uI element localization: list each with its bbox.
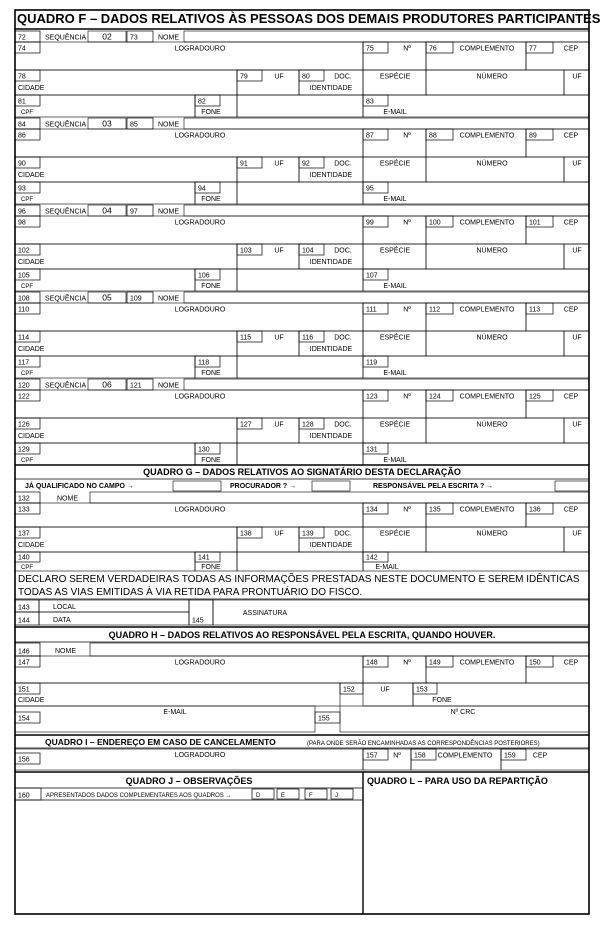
producer-3-doc-uf-label: UF xyxy=(572,160,582,168)
producer-6-comp-label: COMPLEMENTO xyxy=(459,393,515,401)
producer-4-cpf-input[interactable] xyxy=(15,269,195,291)
quadro-f-title: QUADRO F – DADOS RELATIVOS ÀS PESSOAS DOS DEMAIS PRODUTORES PARTICIPANTES xyxy=(17,11,600,26)
producer-5-comp-number: 112 xyxy=(429,306,441,314)
producer-6-cpf-input[interactable] xyxy=(15,443,195,465)
responsavel-fone-label: FONE xyxy=(432,697,452,704)
producer-6-cep-number: 125 xyxy=(529,393,541,401)
signatario-uf-number: 138 xyxy=(240,530,252,538)
producer-5-cep-number: 113 xyxy=(529,306,541,314)
responsavel-label: RESPONSÁVEL PELA ESCRITA ? → xyxy=(373,483,494,490)
producer-4-cidade-input[interactable] xyxy=(15,244,237,269)
producer-2-email-label: E-MAIL xyxy=(383,109,407,116)
producer-4-cid-number: 102 xyxy=(18,247,30,255)
cancelamento-nro-label: Nº xyxy=(393,752,401,760)
responsavel-email-label: E-MAIL xyxy=(163,709,187,716)
producer-3-doc-number: 92 xyxy=(302,160,310,168)
producer-3-seq-number: 84 xyxy=(18,121,26,129)
producer-6-doc-uf-label: UF xyxy=(572,421,582,429)
producer-2-numero-doc-label: NÚMERO xyxy=(476,73,508,81)
producer-5-logr-label: LOGRADOURO xyxy=(174,306,226,314)
producer-2-logr-number: 74 xyxy=(18,45,26,53)
producer-3-uf-number: 91 xyxy=(240,160,248,168)
producer-5-nro-number: 111 xyxy=(366,306,377,314)
procurador-box-input[interactable] xyxy=(312,481,350,491)
producer-5-cep-label: CEP xyxy=(563,306,579,314)
responsavel-fone-number: 153 xyxy=(416,686,428,694)
cancelamento-nro-number: 157 xyxy=(366,752,378,760)
producer-6-email-label: E-MAIL xyxy=(383,457,407,464)
quadro-h-title: QUADRO H – DADOS RELATIVOS AO RESPONSÁVEL PELA ESCRITA, QUANDO HOUVER. xyxy=(108,630,496,640)
responsavel-logr-label: LOGRADOURO xyxy=(174,659,226,667)
quadro-box-e-label: E xyxy=(281,793,286,799)
producer-3-cidade-input[interactable] xyxy=(15,157,237,182)
assinatura-number: 145 xyxy=(192,617,204,625)
responsavel-nome-number: 146 xyxy=(18,648,30,656)
responsavel-cid-number: 151 xyxy=(18,686,30,694)
producer-5-cid-number: 114 xyxy=(18,334,30,342)
producer-2-cid-label: CIDADE xyxy=(18,85,45,92)
producer-3-comp-label: COMPLEMENTO xyxy=(459,132,515,140)
producer-4-cep-number: 101 xyxy=(529,219,541,227)
producer-6-fone-number: 130 xyxy=(198,446,210,454)
producer-6-cpf-label: CPF xyxy=(21,458,33,464)
producer-5-cpf-label: CPF xyxy=(21,371,33,377)
signatario-logr-number: 133 xyxy=(18,506,30,514)
responsavel-nro-label: Nº xyxy=(403,659,411,667)
quadro-box-d-label: D xyxy=(256,793,261,799)
producer-6-logr-label: LOGRADOURO xyxy=(174,393,226,401)
producer-4-seq-number: 96 xyxy=(18,208,26,216)
signatario-comp-label: COMPLEMENTO xyxy=(459,506,515,514)
producer-6-fone-value-input[interactable] xyxy=(237,443,363,465)
cancelamento-cep-number: 159 xyxy=(504,752,516,760)
data-number: 144 xyxy=(18,617,30,625)
producer-2-uf-label: UF xyxy=(274,73,284,81)
producer-4-seq-label: SEQUÊNCIA xyxy=(45,208,87,216)
signatario-cpf-number: 140 xyxy=(18,554,30,562)
producer-6-uf-label: UF xyxy=(274,421,284,429)
quadro-j-title: QUADRO J – OBSERVAÇÕES xyxy=(125,776,253,786)
producer-5-doc-uf-label: UF xyxy=(572,334,582,342)
producer-4-nome-number: 97 xyxy=(130,208,138,216)
producer-2-comp-label: COMPLEMENTO xyxy=(459,45,515,53)
producer-4-cpf-number: 105 xyxy=(18,272,30,280)
producer-3-cep-label: CEP xyxy=(563,132,579,140)
signatario-nro-label: Nº xyxy=(403,506,411,514)
signatario-logr-label: LOGRADOURO xyxy=(174,506,226,514)
declaration-line-1: DECLARO SEREM VERDADEIRAS TODAS AS INFORMAÇÕES PRESTADAS NESTE DOCUMENTO E SEREM IDÊNTICAS xyxy=(18,574,580,585)
producer-3-cpf-number: 93 xyxy=(18,185,26,193)
producer-3-numero-doc-label: NÚMERO xyxy=(476,160,508,168)
producer-2-cep-label: CEP xyxy=(563,45,579,53)
producer-3-nome-input[interactable] xyxy=(184,118,589,129)
producer-5-uf-number: 115 xyxy=(240,334,252,342)
signatario-doc-number: 139 xyxy=(302,530,314,538)
signatario-especie-label: ESPÉCIE xyxy=(379,530,411,538)
signatario-numero-doc-label: NÚMERO xyxy=(476,530,508,538)
local-number: 143 xyxy=(18,604,30,612)
declaration-line-2: TODAS AS VIAS EMITIDAS À VIA RETIDA PARA PRONTUÁRIO DO FISCO. xyxy=(18,587,363,598)
producer-6-cep-label: CEP xyxy=(563,393,579,401)
producer-6-nome-input[interactable] xyxy=(184,379,589,390)
producer-2-comp-number: 76 xyxy=(429,45,437,53)
producer-4-numero-doc-label: NÚMERO xyxy=(476,247,508,255)
producer-3-email-label: E-MAIL xyxy=(383,196,407,203)
signatario-cid-label: CIDADE xyxy=(18,542,45,549)
producer-4-email-number: 107 xyxy=(366,272,378,280)
signatario-email-number: 142 xyxy=(366,554,378,562)
responsavel-email-number: 154 xyxy=(18,715,30,723)
producer-6-seq-label: SEQUÊNCIA xyxy=(45,382,87,390)
producer-6-fone-label: FONE xyxy=(201,457,221,464)
responsavel-cid-label: CIDADE xyxy=(18,697,45,704)
producer-4-seq-value-text: 04 xyxy=(102,205,112,216)
producer-3-doc-label: DOC. xyxy=(334,160,352,168)
producer-4-logr-number: 98 xyxy=(18,219,26,227)
signatario-fone-value-input[interactable] xyxy=(237,552,363,571)
producer-2-nome-label: NOME xyxy=(158,34,179,42)
producer-2-doc-number: 80 xyxy=(302,73,310,81)
producer-6-cidade-input[interactable] xyxy=(15,418,237,443)
producer-2-cpf-input[interactable] xyxy=(15,95,195,117)
producer-4-nro-label: Nº xyxy=(403,219,411,227)
responsavel-cidade-input[interactable] xyxy=(15,683,340,706)
producer-2-nome-number: 73 xyxy=(130,34,138,42)
responsavel-nome-label: NOME xyxy=(55,648,76,655)
producer-4-cid-label: CIDADE xyxy=(18,259,45,266)
producer-2-seq-value-text: 02 xyxy=(102,31,112,42)
producer-5-email-number: 119 xyxy=(366,359,378,367)
quadro-l-title: QUADRO L – PARA USO DA REPARTIÇÃO xyxy=(367,776,548,786)
signatario-fone-number: 141 xyxy=(198,554,210,562)
producer-5-nome-number: 109 xyxy=(130,295,142,303)
procurador-label: PROCURADOR ? → xyxy=(230,483,297,490)
producer-2-nome-input[interactable] xyxy=(184,31,589,42)
producer-2-fone-label: FONE xyxy=(201,109,221,116)
producer-5-nome-label: NOME xyxy=(158,295,179,303)
producer-5-nome-input[interactable] xyxy=(184,292,589,303)
producer-6-especie-label: ESPÉCIE xyxy=(379,421,411,429)
producer-4-doc-number: 104 xyxy=(302,247,314,255)
producer-3-fone-number: 94 xyxy=(198,185,206,193)
producer-4-identidade-label: IDENTIDADE xyxy=(309,259,353,266)
producer-6-logr-number: 122 xyxy=(18,393,30,401)
signatario-uf-label: UF xyxy=(274,530,284,538)
producer-4-nome-label: NOME xyxy=(158,208,179,216)
quadro-i-subtitle: (PARA ONDE SERÃO ENCAMINHADAS AS CORRESPONDÊNCIAS POSTERIORES) xyxy=(307,741,540,747)
producer-6-doc-label: DOC. xyxy=(334,421,352,429)
observacoes-text: APRESENTADOS DADOS COMPLEMENTARES AOS QUADROS → xyxy=(46,793,232,799)
producer-2-identidade-label: IDENTIDADE xyxy=(309,85,353,92)
producer-2-seq-label: SEQUÊNCIA xyxy=(45,34,87,42)
observacoes-number: 160 xyxy=(18,792,30,800)
responsavel-nome-input[interactable] xyxy=(90,643,589,656)
producer-5-numero-doc-label: NÚMERO xyxy=(476,334,508,342)
producer-3-seq-label: SEQUÊNCIA xyxy=(45,121,87,129)
responsavel-uf-label: UF xyxy=(380,686,390,694)
producer-2-cep-number: 77 xyxy=(529,45,537,53)
producer-2-cpf-label: CPF xyxy=(21,110,33,116)
producer-2-fone-value-input[interactable] xyxy=(237,95,363,117)
responsavel-comp-label: COMPLEMENTO xyxy=(459,659,515,667)
responsavel-nro-number: 148 xyxy=(366,659,378,667)
responsavel-cep-label: CEP xyxy=(563,659,579,667)
responsavel-crc-label: Nº CRC xyxy=(450,709,476,716)
responsavel-comp-number: 149 xyxy=(429,659,441,667)
producer-6-seq-value-text: 06 xyxy=(102,379,112,390)
cancelamento-cep-label: CEP xyxy=(532,752,548,760)
cancelamento-comp-number: 158 xyxy=(414,752,426,760)
producer-5-comp-label: COMPLEMENTO xyxy=(459,306,515,314)
producer-5-seq-value-text: 05 xyxy=(102,292,112,303)
producer-4-logr-label: LOGRADOURO xyxy=(174,219,226,227)
producer-5-doc-label: DOC. xyxy=(334,334,352,342)
signatario-identidade-label: IDENTIDADE xyxy=(309,542,353,549)
signatario-comp-number: 135 xyxy=(429,506,441,514)
producer-3-cpf-input[interactable] xyxy=(15,182,195,204)
producer-4-email-label: E-MAIL xyxy=(383,283,407,290)
producer-4-uf-number: 103 xyxy=(240,247,252,255)
producer-5-cid-label: CIDADE xyxy=(18,346,45,353)
signatario-cep-label: CEP xyxy=(563,506,579,514)
local-label: LOCAL xyxy=(53,604,76,611)
signatario-cep-number: 136 xyxy=(529,506,541,514)
producer-5-cpf-number: 117 xyxy=(18,359,30,367)
producer-2-nro-number: 75 xyxy=(366,45,374,53)
producer-6-doc-number: 128 xyxy=(302,421,314,429)
producer-3-logr-number: 86 xyxy=(18,132,26,140)
signatario-nro-number: 134 xyxy=(366,506,378,514)
producer-4-fone-value-input[interactable] xyxy=(237,269,363,291)
producer-5-doc-number: 116 xyxy=(302,334,314,342)
producer-3-nome-label: NOME xyxy=(158,121,179,129)
producer-4-uf-label: UF xyxy=(274,247,284,255)
responsavel-box-input[interactable] xyxy=(555,481,589,491)
producer-2-especie-label: ESPÉCIE xyxy=(379,73,411,81)
signatario-email-label: E-MAIL xyxy=(375,564,399,571)
data-label: DATA xyxy=(53,617,71,624)
signatario-doc-label: DOC. xyxy=(334,530,352,538)
producer-2-uf-number: 79 xyxy=(240,73,248,81)
producer-3-fone-value-input[interactable] xyxy=(237,182,363,204)
qualificado-label: JÁ QUALIFICADO NO CAMPO → xyxy=(25,483,134,490)
signatario-nome-input[interactable] xyxy=(90,492,589,503)
cancelamento-logr-label: LOGRADOURO xyxy=(174,752,226,759)
cancelamento-comp-label: COMPLEMENTO xyxy=(437,752,493,760)
producer-6-identidade-label: IDENTIDADE xyxy=(309,433,353,440)
signatario-fone-label: FONE xyxy=(201,564,221,571)
producer-5-uf-label: UF xyxy=(274,334,284,342)
producer-4-cep-label: CEP xyxy=(563,219,579,227)
producer-4-nro-number: 99 xyxy=(366,219,374,227)
producer-6-cid-number: 126 xyxy=(18,421,30,429)
producer-3-cep-number: 89 xyxy=(529,132,537,140)
producer-5-cpf-input[interactable] xyxy=(15,356,195,378)
signatario-cid-number: 137 xyxy=(18,530,30,538)
producer-3-especie-label: ESPÉCIE xyxy=(379,160,411,168)
producer-3-nro-label: Nº xyxy=(403,132,411,140)
producer-4-especie-label: ESPÉCIE xyxy=(379,247,411,255)
producer-5-nro-label: Nº xyxy=(403,306,411,314)
producer-4-doc-uf-label: UF xyxy=(572,247,582,255)
producer-3-nome-number: 85 xyxy=(130,121,138,129)
producer-6-nro-number: 123 xyxy=(366,393,378,401)
producer-2-fone-number: 82 xyxy=(198,98,206,106)
producer-5-especie-label: ESPÉCIE xyxy=(379,334,411,342)
producer-2-cid-number: 78 xyxy=(18,73,26,81)
producer-4-fone-number: 106 xyxy=(198,272,210,280)
responsavel-cep-number: 150 xyxy=(529,659,541,667)
producer-6-cid-label: CIDADE xyxy=(18,433,45,440)
producer-5-identidade-label: IDENTIDADE xyxy=(309,346,353,353)
producer-6-seq-number: 120 xyxy=(18,382,30,390)
producer-5-fone-label: FONE xyxy=(201,370,221,377)
producer-2-cidade-input[interactable] xyxy=(15,70,237,95)
producer-6-uf-number: 127 xyxy=(240,421,252,429)
responsavel-crc-number: 155 xyxy=(318,715,330,723)
producer-6-comp-number: 124 xyxy=(429,393,441,401)
producer-6-nro-label: Nº xyxy=(403,393,411,401)
producer-5-logr-number: 110 xyxy=(18,306,30,314)
producer-2-nro-label: Nº xyxy=(403,45,411,53)
producer-4-comp-label: COMPLEMENTO xyxy=(459,219,515,227)
producer-4-doc-label: DOC. xyxy=(334,247,352,255)
producer-3-nro-number: 87 xyxy=(366,132,374,140)
signatario-cpf-label: CPF xyxy=(21,565,33,571)
responsavel-uf-number: 152 xyxy=(343,686,355,694)
responsavel-logr-number: 147 xyxy=(18,659,30,667)
signatario-cpf-input[interactable] xyxy=(15,552,195,571)
producer-3-cpf-label: CPF xyxy=(21,197,33,203)
producer-5-cidade-input[interactable] xyxy=(15,331,237,356)
producer-6-cpf-number: 129 xyxy=(18,446,30,454)
producer-6-nome-label: NOME xyxy=(158,382,179,390)
producer-2-seq-number: 72 xyxy=(18,34,26,42)
signatario-nome-number: 132 xyxy=(18,495,30,503)
producer-2-doc-label: DOC. xyxy=(334,73,352,81)
signatario-nome-label: NOME xyxy=(57,495,78,503)
producer-2-cpf-number: 81 xyxy=(18,98,26,106)
producer-3-cid-label: CIDADE xyxy=(18,172,45,179)
producer-5-fone-value-input[interactable] xyxy=(237,356,363,378)
producer-3-logr-label: LOGRADOURO xyxy=(174,132,226,140)
producer-3-cid-number: 90 xyxy=(18,160,26,168)
producer-5-fone-number: 118 xyxy=(198,359,210,367)
producer-4-nome-input[interactable] xyxy=(184,205,589,216)
producer-3-seq-value-text: 03 xyxy=(102,118,112,129)
quadro-box-j-label: J xyxy=(335,793,338,799)
producer-3-comp-number: 88 xyxy=(429,132,437,140)
producer-2-doc-uf-label: UF xyxy=(572,73,582,81)
assinatura-label: ASSINATURA xyxy=(242,610,288,617)
producer-3-email-number: 95 xyxy=(366,185,374,193)
producer-2-logr-label: LOGRADOURO xyxy=(174,45,226,53)
signatario-doc-uf-label: UF xyxy=(572,530,582,538)
producer-6-numero-doc-label: NÚMERO xyxy=(476,421,508,429)
producer-3-fone-label: FONE xyxy=(201,196,221,203)
qualificado-box-input[interactable] xyxy=(173,481,221,491)
producer-5-email-label: E-MAIL xyxy=(383,370,407,377)
cancelamento-logr-number: 156 xyxy=(18,756,30,764)
producer-4-fone-label: FONE xyxy=(201,283,221,290)
producer-6-email-number: 131 xyxy=(366,446,378,454)
quadro-i-title: QUADRO I – ENDEREÇO EM CASO DE CANCELAMENTO xyxy=(45,737,276,747)
quadro-g-title: QUADRO G – DADOS RELATIVOS AO SIGNATÁRIO DESTA DECLARAÇÃO xyxy=(143,467,461,477)
producer-4-cpf-label: CPF xyxy=(21,284,33,290)
quadro-box-f-label: F xyxy=(309,793,313,799)
producer-3-identidade-label: IDENTIDADE xyxy=(309,172,353,179)
signatario-cidade-input[interactable] xyxy=(15,527,237,552)
producer-3-uf-label: UF xyxy=(274,160,284,168)
producer-5-seq-number: 108 xyxy=(18,295,30,303)
producer-4-comp-number: 100 xyxy=(429,219,441,227)
producer-5-seq-label: SEQUÊNCIA xyxy=(45,295,87,303)
producer-2-email-number: 83 xyxy=(366,98,374,106)
producer-6-nome-number: 121 xyxy=(130,382,142,390)
